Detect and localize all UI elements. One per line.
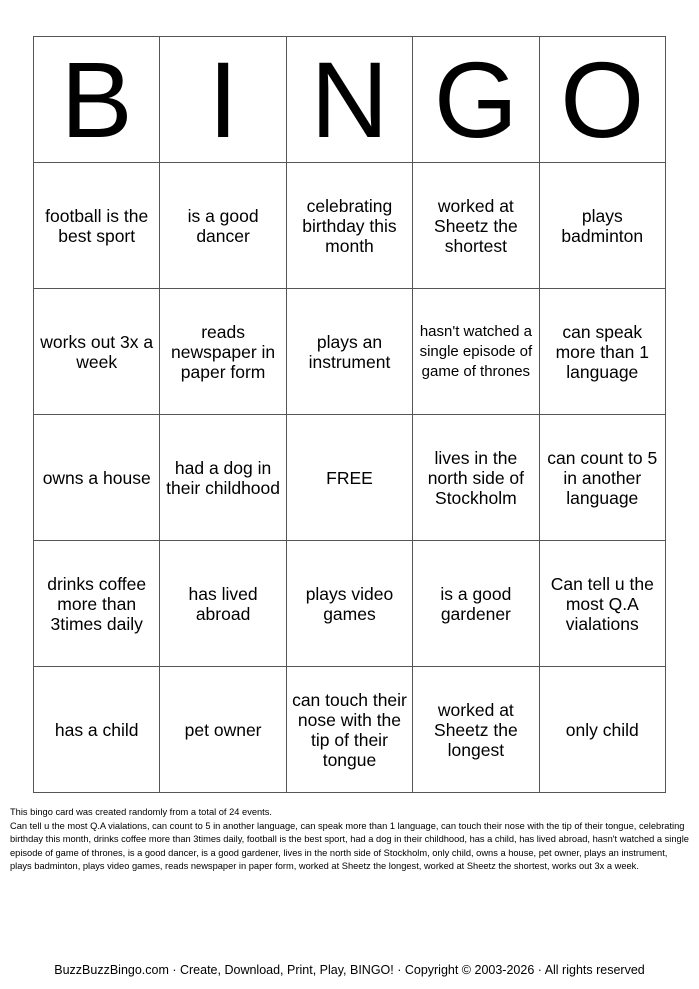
bingo-cell	[34, 289, 160, 415]
cell-text: can speak more than 1 language	[555, 321, 649, 382]
bingo-row	[34, 667, 666, 793]
cell-text: is a good dancer	[187, 205, 259, 246]
header-letter-b: B	[34, 37, 160, 163]
bingo-cell	[413, 667, 539, 793]
bingo-cell	[34, 415, 160, 541]
bingo-cell	[539, 289, 665, 415]
bingo-cell	[286, 289, 412, 415]
header-row	[34, 37, 666, 163]
bingo-cell	[539, 667, 665, 793]
bingo-cell	[160, 667, 286, 793]
bingo-row	[34, 289, 666, 415]
cell-text: Can tell u the most Q.A vialations	[550, 573, 654, 634]
cell-text: drinks coffee more than 3times daily	[47, 573, 147, 634]
card-description	[10, 806, 690, 874]
bingo-cell	[413, 415, 539, 541]
free-space-cell	[286, 415, 412, 541]
cell-text: only child	[565, 719, 639, 740]
header-letter-i: I	[160, 37, 286, 163]
header-letter-o: O	[539, 37, 665, 163]
header-letter-g: G	[413, 37, 539, 163]
cell-text: can count to 5 in another language	[547, 447, 658, 508]
bingo-cell	[34, 541, 160, 667]
cell-text: lives in the north side of Stockholm	[427, 447, 525, 508]
bingo-cell	[160, 163, 286, 289]
page-footer: BuzzBuzzBingo.com · Create, Download, Print, Play, BINGO! · Copyright © 2003-2026 · All rights reserved	[54, 963, 645, 977]
cell-text: celebrating birthday this month	[302, 195, 397, 256]
bingo-row	[34, 415, 666, 541]
cell-text: reads newspaper in paper form	[171, 321, 276, 382]
bingo-cell	[160, 541, 286, 667]
cell-text: football is the best sport	[45, 205, 149, 246]
bingo-cell	[413, 289, 539, 415]
description-event-list: Can tell u the most Q.A vialations, can count to 5 in another language, can speak more than 1 language, can touch their nose with the tip of their tongue, celebrating birthday this month, drinks coffee more than 3times daily, football is the best sport, had a dog in their childhood, has a child, has lived abroad, hasn't watched a single episode of game of thrones, is a good dancer, is a good gardener, lives in the north side of Stockholm, only child, owns a house, pet owner, plays an instrument, plays badminton, plays video games, reads newspaper in paper form, worked at Sheetz the longest, worked at Sheetz the shortest, works out 3x a week.	[10, 820, 689, 871]
cell-text: hasn't watched a single episode of game of thrones	[419, 322, 533, 380]
cell-text: worked at Sheetz the shortest	[434, 195, 518, 256]
cell-text: had a dog in their childhood	[166, 457, 280, 498]
header-letter-n: N	[286, 37, 412, 163]
bingo-cell	[286, 667, 412, 793]
bingo-cell	[413, 163, 539, 289]
bingo-cell	[160, 289, 286, 415]
bingo-cell	[539, 541, 665, 667]
bingo-cell	[286, 163, 412, 289]
cell-text: plays video games	[305, 583, 394, 624]
bingo-cell	[539, 163, 665, 289]
bingo-cell	[539, 415, 665, 541]
cell-text: owns a house	[42, 467, 151, 488]
cell-text: has lived abroad	[188, 583, 258, 624]
cell-text: can touch their nose with the tip of their tongue	[292, 689, 407, 770]
bingo-cell	[34, 163, 160, 289]
cell-text: plays an instrument	[308, 331, 391, 372]
bingo-cell	[160, 415, 286, 541]
bingo-cell	[286, 541, 412, 667]
cell-text: worked at Sheetz the longest	[434, 699, 518, 760]
free-space-text: FREE	[326, 467, 373, 488]
bingo-card	[33, 36, 666, 793]
cell-text: plays badminton	[561, 205, 644, 246]
description-intro: This bingo card was created randomly from a total of 24 events.	[10, 807, 272, 817]
bingo-row	[34, 541, 666, 667]
cell-text: is a good gardener	[440, 583, 512, 624]
bingo-cell	[413, 541, 539, 667]
cell-text: pet owner	[184, 719, 262, 740]
cell-text: works out 3x a week	[40, 331, 154, 372]
bingo-cell	[34, 667, 160, 793]
bingo-row	[34, 163, 666, 289]
cell-text: has a child	[54, 719, 139, 740]
